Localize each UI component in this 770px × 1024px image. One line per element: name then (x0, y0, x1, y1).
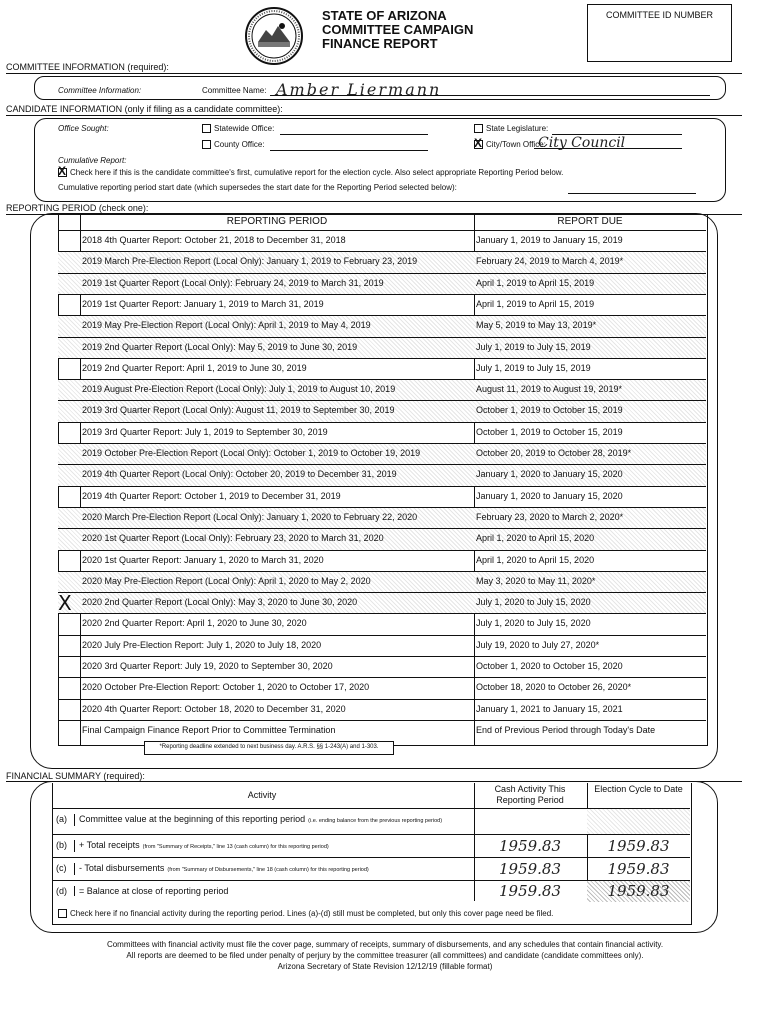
financial-row-letter: (a) (56, 814, 67, 824)
period-checkbox[interactable] (58, 444, 80, 465)
city-label: City/Town Office: (486, 140, 546, 149)
period-text: 2019 August Pre-Election Report (Local Only): July 1, 2019 to August 10, 2019 (82, 384, 396, 395)
period-checkbox[interactable] (58, 636, 80, 657)
period-checkbox[interactable] (58, 252, 80, 273)
due-text: May 5, 2019 to May 13, 2019* (476, 320, 597, 331)
due-text: July 1, 2020 to July 15, 2020 (476, 618, 591, 629)
period-checkbox[interactable] (58, 465, 80, 486)
col-activity-header: Activity (247, 790, 277, 800)
reporting-period-row[interactable] (58, 635, 706, 657)
period-checkbox[interactable] (58, 700, 80, 721)
reporting-period-row[interactable] (58, 507, 706, 529)
period-checkbox[interactable] (58, 274, 80, 295)
county-office-field[interactable] (270, 140, 428, 151)
financial-row-label-text: - Total disbursements (79, 863, 165, 873)
due-text: July 1, 2019 to July 15, 2019 (476, 341, 591, 352)
county-office-option[interactable] (202, 140, 265, 149)
statewide-office-option[interactable] (202, 124, 274, 133)
period-text: 2020 3rd Quarter Report: July 19, 2020 to September 30, 2020 (82, 661, 333, 671)
state-seal (244, 6, 304, 66)
candidate-info-section-label: CANDIDATE INFORMATION (only if filing as a candidate committee): (6, 104, 283, 114)
cycle-to-date-value: 1959.83 (607, 837, 670, 855)
cycle-to-date-value: 1959.83 (607, 882, 670, 900)
cycle-to-date-value: 1959.83 (607, 860, 670, 878)
reporting-period-row[interactable] (58, 358, 706, 380)
reporting-period-row[interactable] (58, 592, 706, 614)
period-text: 2019 4th Quarter Report: October 1, 2019 to December 31, 2019 (82, 490, 341, 501)
statewide-office-field[interactable] (280, 124, 428, 135)
due-text: October 1, 2020 to October 15, 2020 (476, 661, 623, 671)
period-checkbox[interactable] (58, 529, 80, 550)
county-label: County Office: (214, 140, 265, 149)
period-text: 2019 May Pre-Election Report (Local Only): April 1, 2019 to May 4, 2019 (82, 320, 371, 331)
cumulative-option[interactable] (58, 164, 564, 179)
period-text: 2019 October Pre-Election Report (Local Only): October 1, 2019 to October 19, 2019 (82, 448, 421, 458)
reporting-period-row[interactable] (58, 677, 706, 699)
reporting-period-row[interactable] (58, 550, 706, 572)
reporting-period-row[interactable] (58, 379, 706, 401)
cash-activity-field[interactable] (474, 858, 586, 881)
period-text: 2018 4th Quarter Report: October 21, 2018 to December 31, 2018 (82, 235, 346, 245)
reporting-period-row[interactable] (58, 294, 706, 316)
financial-row-note: (from "Summary of Receipts," line 13 (cash column) for this reporting period) (142, 844, 329, 850)
reporting-period-row[interactable] (58, 720, 706, 742)
period-checkbox[interactable] (58, 721, 80, 742)
period-checkbox[interactable] (58, 295, 80, 316)
due-text: End of Previous Period through Today's Date (476, 724, 656, 735)
period-text: 2020 1st Quarter Report: January 1, 2020 to March 31, 2020 (82, 554, 324, 565)
financial-row-label-text: = Balance at close of reporting period (79, 886, 229, 896)
no-activity-checkbox[interactable] (58, 909, 67, 918)
reporting-period-row[interactable] (58, 464, 706, 486)
period-text: 2019 1st Quarter Report: January 1, 2019 to March 31, 2019 (82, 298, 324, 309)
title-line-2: COMMITTEE CAMPAIGN (322, 22, 474, 37)
reporting-period-row[interactable] (58, 230, 706, 252)
financial-row-letter: (c) (56, 863, 67, 873)
committee-info-sub-label: Committee Information: (58, 86, 142, 95)
title-line-3: FINANCE REPORT (322, 36, 438, 51)
cash-activity-value: 1959.83 (498, 837, 562, 855)
footer-line-2: All reports are deemed to be filed under penalty of perjury by the committee treasurer (all committees) and candidate (candidate committees only). (126, 951, 644, 960)
reporting-period-section-label: REPORTING PERIOD (check one): (6, 203, 149, 213)
cash-activity-field[interactable] (474, 835, 586, 858)
period-checkbox[interactable] (58, 316, 80, 337)
period-checkbox[interactable] (58, 572, 80, 593)
financial-row-label (74, 863, 479, 875)
period-checkbox[interactable] (58, 657, 80, 678)
period-text: 2019 March Pre-Election Report (Local Only): January 1, 2019 to February 23, 2019 (82, 256, 418, 267)
reporting-period-row[interactable] (58, 422, 706, 444)
city-office-field[interactable] (534, 134, 682, 149)
col-report-due-header: REPORT DUE (557, 216, 623, 227)
period-checkbox[interactable] (58, 423, 80, 444)
financial-row-note: (i.e. ending balance from the previous reporting period) (308, 818, 443, 824)
financial-row-label (74, 840, 479, 852)
cumulative-checkbox[interactable] (58, 164, 67, 179)
no-activity-option[interactable] (58, 909, 553, 918)
col-cycle-header: Election Cycle to Date (594, 784, 683, 794)
col-reporting-period-header: REPORTING PERIOD (226, 216, 328, 227)
period-text: 2020 2nd Quarter Report: April 1, 2020 to June 30, 2020 (82, 618, 307, 629)
period-text: 2019 1st Quarter Report (Local Only): February 24, 2019 to March 31, 2019 (82, 277, 384, 288)
financial-row (52, 808, 690, 835)
legislature-checkbox[interactable] (474, 124, 483, 133)
committee-id-box[interactable] (587, 4, 732, 62)
footnote-box (144, 741, 394, 755)
no-activity-text: Check here if no financial activity during the reporting period. Lines (a)-(d) still must be completed, but only this cover page need be filed. (70, 909, 554, 918)
period-text: 2020 2nd Quarter Report (Local Only): May 3, 2020 to June 30, 2020 (82, 597, 358, 608)
period-checkbox[interactable] (58, 231, 80, 252)
due-text: February 23, 2020 to March 2, 2020* (476, 511, 624, 522)
period-checkbox[interactable] (58, 401, 80, 422)
period-checkbox[interactable] (58, 551, 80, 572)
period-checkbox[interactable] (58, 508, 80, 529)
period-text: 2020 4th Quarter Report: October 18, 2020 to December 31, 2020 (82, 703, 346, 714)
reporting-period-row[interactable] (58, 699, 706, 721)
period-checkbox[interactable] (58, 614, 80, 635)
period-text: 2020 1st Quarter Report (Local Only): February 23, 2020 to March 31, 2020 (82, 533, 384, 544)
footer-line-3: Arizona Secretary of State Revision 12/12/19 (fillable format) (277, 962, 493, 971)
period-check-mark: X (58, 591, 72, 616)
cash-activity-value: 1959.83 (498, 882, 562, 900)
reporting-period-row[interactable] (58, 443, 706, 465)
cash-activity-value: 1959.83 (498, 860, 562, 878)
period-checkbox[interactable] (58, 359, 80, 380)
period-checkbox[interactable] (58, 380, 80, 401)
financial-row (52, 834, 690, 858)
financial-row-label (74, 814, 479, 826)
period-text: 2020 March Pre-Election Report (Local Only): January 1, 2020 to February 22, 2020 (82, 511, 418, 522)
period-text: 2019 3rd Quarter Report (Local Only): August 11, 2019 to September 30, 2019 (82, 405, 395, 416)
cumulative-label: Cumulative Report: (58, 156, 127, 165)
county-checkbox[interactable] (202, 140, 211, 149)
committee-name-label: Committee Name: (202, 86, 267, 95)
cumulative-check-mark: X (58, 164, 67, 179)
col-cash-header: Cash Activity This Reporting Period (494, 784, 566, 805)
footnote-text: *Reporting deadline extended to next business day. A.R.S. §§ 1-243(A) and 1-303. (159, 744, 379, 750)
period-checkbox[interactable] (58, 593, 80, 614)
legislature-label: State Legislature: (486, 124, 549, 133)
reporting-period-row[interactable] (58, 486, 706, 508)
due-text: January 1, 2019 to January 15, 2019 (476, 235, 623, 245)
city-office-value: City Council (538, 135, 626, 151)
due-text: July 19, 2020 to July 27, 2020* (476, 639, 600, 650)
cumulative-text: Check here if this is the candidate committee's first, cumulative report for the election cycle. Also select appropriate Reporting Period below. (70, 168, 564, 177)
period-text: 2019 2nd Quarter Report: April 1, 2019 to June 30, 2019 (82, 362, 307, 373)
period-text: 2020 July Pre-Election Report: July 1, 2020 to July 18, 2020 (82, 639, 322, 650)
financial-row-letter: (d) (56, 886, 67, 896)
cycle-to-date-field[interactable] (587, 809, 690, 835)
period-checkbox[interactable] (58, 678, 80, 699)
cycle-to-date-field[interactable] (587, 835, 690, 858)
period-text: 2019 3rd Quarter Report: July 1, 2019 to September 30, 2019 (82, 426, 328, 437)
period-checkbox[interactable] (58, 338, 80, 359)
period-text: 2019 2nd Quarter Report (Local Only): May 5, 2019 to June 30, 2019 (82, 341, 358, 352)
title-line-1: STATE OF ARIZONA (322, 8, 447, 23)
footer (0, 939, 770, 972)
city-checkbox[interactable] (474, 136, 483, 151)
footer-line-1: Committees with financial activity must file the cover page, summary of receipts, summary of disbursements, and any schedules that contain financial activity. (106, 940, 664, 949)
statewide-checkbox[interactable] (202, 124, 211, 133)
cash-activity-field[interactable] (474, 881, 586, 902)
reporting-period-row[interactable] (58, 656, 706, 678)
due-text: July 1, 2019 to July 15, 2019 (476, 362, 591, 373)
financial-row (52, 857, 690, 881)
financial-row-label-text: Committee value at the beginning of this reporting period (79, 814, 306, 824)
committee-name-field[interactable] (270, 80, 710, 99)
cumulative-start-text: Cumulative reporting period start date (which supersedes the start date for the Reporting Period selected below): (58, 183, 457, 192)
reporting-period-row[interactable] (58, 528, 706, 550)
due-text: August 11, 2019 to August 19, 2019* (476, 384, 622, 395)
reporting-period-row[interactable] (58, 571, 706, 593)
reporting-period-row[interactable] (58, 400, 706, 422)
financial-row-note: (from "Summary of Disbursements," line 18 (cash column) for this reporting period) (167, 867, 369, 873)
due-text: January 1, 2020 to January 15, 2020 (476, 469, 623, 480)
financial-row-letter: (b) (56, 840, 67, 850)
reporting-period-row[interactable] (58, 251, 706, 273)
office-sought-label: Office Sought: (58, 124, 109, 133)
financial-row-label-text: + Total receipts (79, 840, 140, 850)
period-text: 2020 October Pre-Election Report: October 1, 2020 to October 17, 2020 (82, 682, 370, 693)
statewide-label: Statewide Office: (214, 124, 275, 133)
period-text: 2019 4th Quarter Report (Local Only): October 20, 2019 to December 31, 2019 (82, 469, 397, 480)
period-checkbox[interactable] (58, 487, 80, 508)
cumulative-start-field[interactable] (568, 183, 696, 194)
reporting-period-row[interactable] (58, 613, 706, 635)
due-text: May 3, 2020 to May 11, 2020* (476, 575, 596, 586)
city-check-mark: X (474, 136, 483, 151)
form-title (322, 9, 473, 51)
due-text: October 1, 2019 to October 15, 2019 (476, 426, 623, 437)
period-text: Final Campaign Finance Report Prior to Committee Termination (82, 724, 336, 735)
committee-name-value: Amber Liermann (276, 80, 442, 99)
due-text: April 1, 2020 to April 15, 2020 (476, 533, 595, 544)
committee-id-label: COMMITTEE ID NUMBER (606, 10, 713, 20)
reporting-period-row[interactable] (58, 273, 706, 295)
due-text: October 18, 2020 to October 26, 2020* (476, 682, 632, 693)
due-text: February 24, 2019 to March 4, 2019* (476, 256, 624, 267)
due-text: April 1, 2019 to April 15, 2019 (476, 277, 595, 288)
due-text: October 20, 2019 to October 28, 2019* (476, 448, 632, 458)
committee-info-section-label: COMMITTEE INFORMATION (required): (6, 62, 169, 72)
period-text: 2020 May Pre-Election Report (Local Only): April 1, 2020 to May 2, 2020 (82, 575, 371, 586)
reporting-period-row[interactable] (58, 315, 706, 337)
due-text: January 1, 2021 to January 15, 2021 (476, 703, 623, 714)
due-text: January 1, 2020 to January 15, 2020 (476, 490, 623, 501)
due-text: July 1, 2020 to July 15, 2020 (476, 597, 591, 608)
seal-icon (244, 6, 304, 66)
cycle-to-date-field[interactable] (587, 858, 690, 881)
cycle-to-date-field[interactable] (587, 881, 690, 902)
cash-activity-field[interactable] (474, 809, 586, 835)
financial-row-label (74, 886, 479, 896)
due-text: October 1, 2019 to October 15, 2019 (476, 405, 623, 416)
reporting-period-row[interactable] (58, 337, 706, 359)
financial-summary-section-label: FINANCIAL SUMMARY (required): (6, 771, 145, 781)
financial-row (52, 880, 690, 902)
due-text: April 1, 2020 to April 15, 2020 (476, 554, 595, 565)
due-text: April 1, 2019 to April 15, 2019 (476, 298, 595, 309)
legislature-option[interactable] (474, 124, 548, 133)
